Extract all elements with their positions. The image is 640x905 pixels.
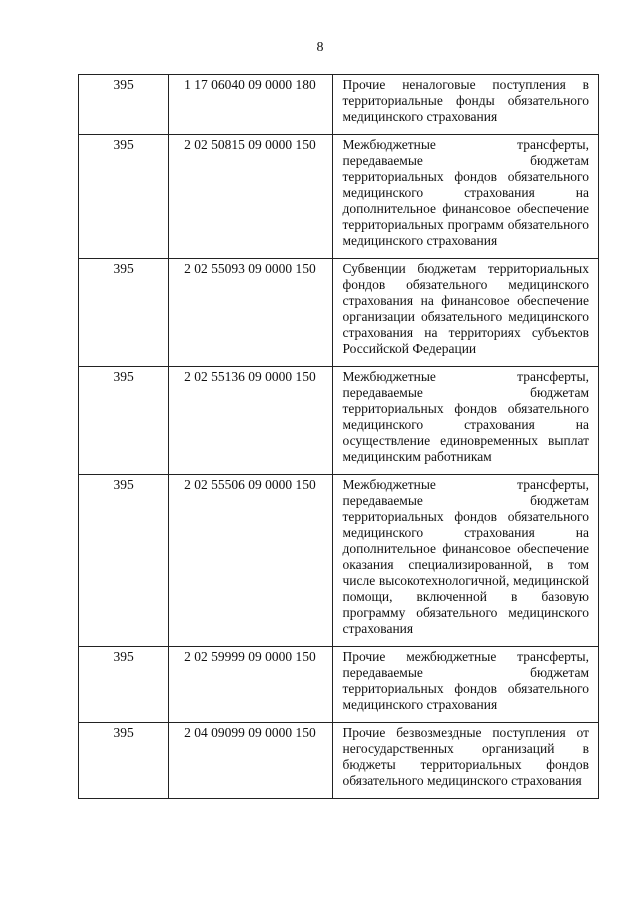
admin-code-cell: 395	[79, 475, 169, 647]
description-cell: Прочие неналоговые поступления в территориальные фонды обязательного медицинского страхования	[333, 75, 599, 135]
admin-code-cell: 395	[79, 723, 169, 799]
admin-code-cell: 395	[79, 75, 169, 135]
table-row	[79, 259, 599, 367]
table-row	[79, 135, 599, 259]
table-row	[79, 475, 599, 647]
budget-code-cell: 2 02 50815 09 0000 150	[169, 135, 333, 259]
budget-code-cell: 2 02 55093 09 0000 150	[169, 259, 333, 367]
budget-code-cell: 2 02 59999 09 0000 150	[169, 647, 333, 723]
description-cell: Субвенции бюджетам территориальных фондов обязательного медицинского страхования на финансовое обеспечение организации обязательного медицинского страхования на территориях субъектов Российской Федерации	[333, 259, 599, 367]
budget-code-cell: 1 17 06040 09 0000 180	[169, 75, 333, 135]
budget-code-cell: 2 04 09099 09 0000 150	[169, 723, 333, 799]
table-row	[79, 647, 599, 723]
revenue-codes-table	[78, 74, 599, 799]
budget-code-cell: 2 02 55506 09 0000 150	[169, 475, 333, 647]
budget-code-cell: 2 02 55136 09 0000 150	[169, 367, 333, 475]
admin-code-cell: 395	[79, 647, 169, 723]
admin-code-cell: 395	[79, 367, 169, 475]
table-row	[79, 75, 599, 135]
description-cell: Прочие межбюджетные трансферты, передаваемые бюджетам территориальных фондов обязательного медицинского страхования	[333, 647, 599, 723]
table-row	[79, 367, 599, 475]
description-cell: Прочие безвозмездные поступления от негосударственных организаций в бюджеты территориальных фондов обязательного медицинского страхования	[333, 723, 599, 799]
table-row	[79, 723, 599, 799]
description-cell: Межбюджетные трансферты, передаваемые бюджетам территориальных фондов обязательного медицинского страхования на дополнительное финансовое обеспечение территориальных программ обязательного медицинского страхования	[333, 135, 599, 259]
description-cell: Межбюджетные трансферты, передаваемые бюджетам территориальных фондов обязательного медицинского страхования на осуществление единовременных выплат медицинским работникам	[333, 367, 599, 475]
admin-code-cell: 395	[79, 135, 169, 259]
page-number: 8	[316, 40, 324, 55]
admin-code-cell: 395	[79, 259, 169, 367]
description-cell: Межбюджетные трансферты, передаваемые бюджетам территориальных фондов обязательного медицинского страхования на дополнительное финансовое обеспечение оказания специализированной, в том числе высокотехнологичной, медицинской помощи, включенной в базовую программу обязательного медицинского страхования	[333, 475, 599, 647]
